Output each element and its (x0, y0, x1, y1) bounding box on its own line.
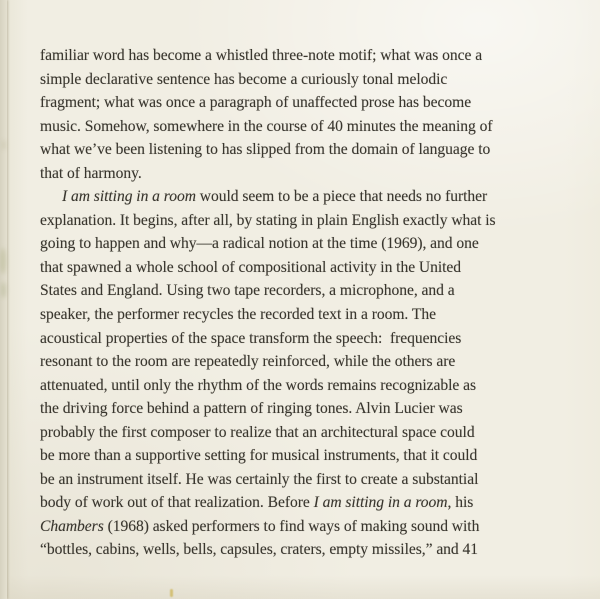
text-segment: “bottles, cabins, wells, bells, capsules, craters, empty missiles,” and (40, 541, 463, 559)
text-segment: what we’ve been listening to has slipped from the domain of language to (40, 141, 491, 159)
page-number: 41 (462, 541, 479, 559)
text-line (40, 515, 562, 539)
text-line (40, 468, 562, 492)
text-line (40, 538, 562, 562)
paragraph (40, 185, 562, 562)
text-line (40, 421, 562, 445)
text-line (40, 68, 562, 92)
text-line (40, 138, 562, 162)
text-line (40, 115, 562, 139)
text-segment: be an instrument itself. He was certainly the first to create a substantial (40, 470, 479, 488)
text-line (40, 232, 562, 256)
text-segment: explanation. It begins, after all, by stating in plain English exactly what is (40, 211, 496, 229)
text-block (40, 44, 562, 562)
text-segment: , his (447, 494, 474, 512)
work-title-italic: I am sitting in a room (62, 188, 196, 206)
text-line (40, 350, 562, 374)
text-segment: going to happen and why—a radical notion at the time (1969), and one (40, 235, 479, 253)
text-segment: simple declarative sentence has become a curiously tonal melodic (40, 70, 448, 88)
text-segment: speaker, the performer recycles the recorded text in a room. The (40, 306, 436, 324)
scan-smudge (1, 282, 6, 298)
text-segment: that spawned a whole school of compositional activity in the United (40, 258, 462, 276)
text-segment: would seem to be a piece that needs no further (195, 188, 488, 206)
text-segment: the driving force behind a pattern of ringing tones. Alvin Lucier was (40, 400, 463, 418)
page-left-scan-edge (0, 0, 7, 599)
text-segment: music. Somehow, somewhere in the course of 40 minutes the meaning of (40, 117, 493, 135)
text-segment: be more than a supportive setting for musical instruments, that it could (40, 447, 478, 465)
text-segment: fragment; what was once a paragraph of unaffected prose has become (40, 94, 472, 112)
text-line (40, 397, 562, 421)
text-line (40, 162, 562, 186)
text-segment: States and England. Using two tape recorders, a microphone, and a (40, 282, 455, 300)
text-line (40, 491, 562, 515)
text-line (40, 256, 562, 280)
text-line (40, 91, 562, 115)
text-segment: acoustical properties of the space transform the speech: frequencies (40, 329, 462, 347)
text-segment: familiar word has become a whistled three-note motif; what was once a (40, 47, 483, 64)
text-segment: (1968) asked performers to find ways of making sound with (103, 517, 480, 535)
scan-speck (170, 589, 173, 597)
text-line (40, 209, 562, 233)
text-segment: resonant to the room are repeatedly reinforced, while the others are (40, 353, 456, 371)
paragraph (40, 44, 562, 185)
text-segment: attenuated, until only the rhythm of the words remains recognizable as (40, 376, 477, 394)
work-title-italic: I am sitting in a room (313, 494, 448, 512)
text-segment: that of harmony. (40, 164, 142, 182)
text-line (40, 444, 562, 468)
text-line (40, 185, 562, 209)
scan-smudge (0, 248, 6, 274)
text-line (40, 303, 562, 327)
text-segment: probably the first composer to realize that an architectural space could (40, 423, 475, 441)
work-title-italic: Chambers (40, 517, 104, 535)
text-line (40, 327, 562, 351)
text-line (40, 44, 562, 68)
text-line (40, 374, 562, 398)
text-line (40, 279, 562, 303)
scan-smudge (2, 140, 6, 150)
text-segment: body of work out of that realization. Before (40, 494, 314, 512)
